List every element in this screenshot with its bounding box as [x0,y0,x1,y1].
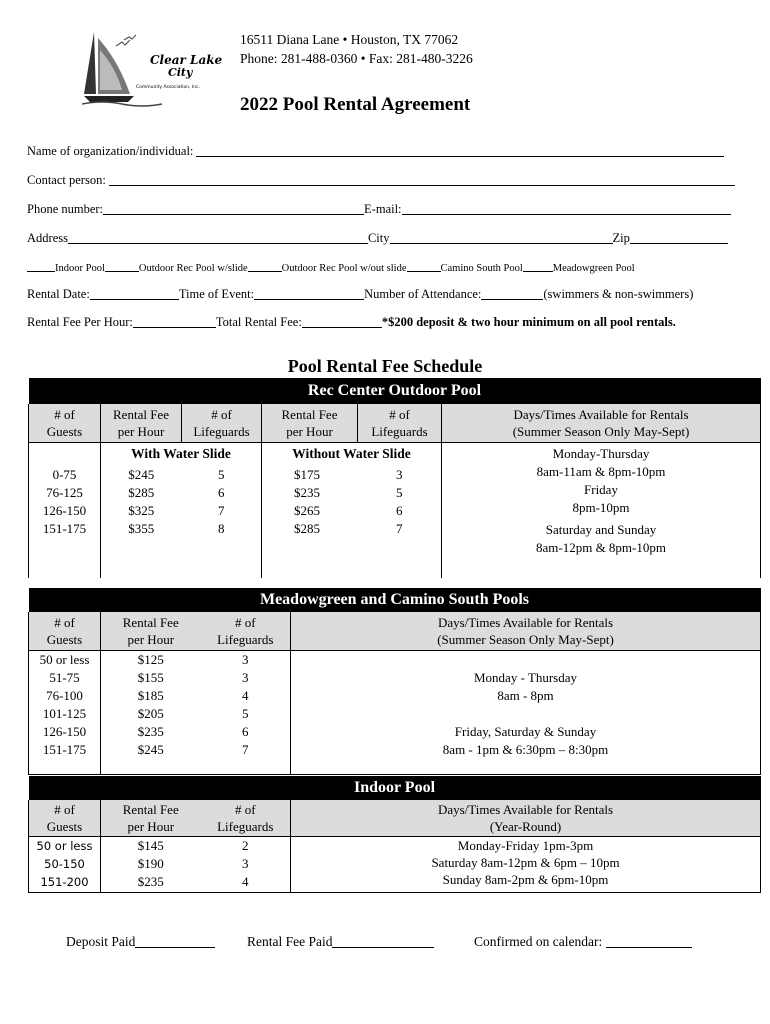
rec-life-slide-col: 5 6 7 8 [182,466,262,578]
address-field[interactable] [68,231,368,244]
address-row [27,231,728,246]
attendance-note: (swimmers & non-swimmers) [543,287,694,301]
org-field[interactable] [196,144,724,157]
rec-h-life-slide: # of Lifeguards [182,404,262,442]
contact-field[interactable] [109,173,735,186]
rec-h-fee-slide: Rental Fee per Hour [101,404,182,442]
total-fee-label: Total Rental Fee: [215,315,302,329]
fee-paid-row [247,934,434,950]
meadowgreen-check[interactable] [523,259,553,272]
meadow-h-days: Days/Times Available for Rentals (Summer Season Only May-Sept) [291,612,761,650]
rec-h-fee-noslide: Rental Fee per Hour [262,404,358,442]
meadowgreen-table [28,588,761,775]
date-row [27,287,693,302]
time-field[interactable] [254,287,364,300]
indoor-pool-label: Indoor Pool [55,263,105,274]
outdoor-slide-check[interactable] [105,259,139,272]
indoor-table [28,776,761,893]
deposit-paid-row [66,934,215,950]
rec-guests-col: 0-75 76-125 126-150 151-175 [29,466,101,578]
indoor-heading: Indoor Pool [29,776,761,800]
attendance-field[interactable] [481,287,543,300]
city-label: City [367,231,390,245]
meadow-fee-col: $125 $155 $185 $205 $235 $245 [101,650,201,774]
meadowgreen-label: Meadowgreen Pool [552,263,635,274]
meadow-guests-col: 50 or less 51-75 76-100 101-125 126-150 151-175 [29,650,101,774]
svg-text:Clear Lake: Clear Lake [150,53,223,67]
indoor-h-life: # of Lifeguards [201,800,291,836]
rec-life-noslide-col: 3 5 6 7 [358,466,442,578]
org-label: Name of organization/individual: [27,144,194,158]
indoor-life-col: 2 3 4 [201,836,291,892]
deposit-note: *$200 deposit & two hour minimum on all pool rentals. [381,315,676,329]
schedule-title: Pool Rental Fee Schedule [287,356,483,376]
rec-h-days: Days/Times Available for Rentals (Summer Season Only May-Sept) [442,404,761,442]
svg-text:City: City [168,66,193,79]
meadow-life-col: 3 3 4 5 6 7 [201,650,291,774]
fee-paid-field[interactable] [332,935,434,948]
indoor-h-fee: Rental Fee per Hour [101,800,201,836]
page-title: 2022 Pool Rental Agreement [240,94,471,115]
meadow-availability: Monday - Thursday 8am - 8pm Friday, Saturday & Sunday 8am - 1pm & 6:30pm – 8:30pm [291,650,761,774]
indoor-pool-check[interactable] [27,259,55,272]
phone-field[interactable] [103,202,364,215]
zip-field[interactable] [630,231,728,244]
address-block [240,30,473,68]
fee-hour-label: Rental Fee Per Hour: [27,315,133,329]
camino-label: Camino South Pool [440,263,523,274]
rec-fee-slide-col: $245 $285 $325 $355 [128,467,155,536]
calendar-field[interactable] [606,935,692,948]
rec-center-table [28,378,761,578]
attendance-label: Number of Attendance: [364,287,482,301]
org-row [27,144,724,159]
meadowgreen-heading: Meadowgreen and Camino South Pools [29,588,761,612]
rec-h-guests: # of Guests [29,404,101,442]
fee-row [27,315,676,330]
pool-options-row [27,259,635,274]
address-line: 16511 Diana Lane • Houston, TX 77062 [240,32,459,47]
indoor-availability: Monday-Friday 1pm-3pm Saturday 8am-12pm & 6pm – 10pm Sunday 8am-2pm & 6pm-10pm [291,836,761,892]
rec-fee-noslide-col: $175 $235 $265 $285 [294,467,320,536]
meadow-h-fee: Rental Fee per Hour [101,612,201,650]
meadow-h-life: # of Lifeguards [201,612,291,650]
with-slide-label: With Water Slide [101,442,262,466]
time-label: Time of Event: [178,287,255,301]
fee-paid-label: Rental Fee Paid [247,934,333,949]
deposit-paid-field[interactable] [135,935,215,948]
calendar-label: Confirmed on calendar: [474,934,603,949]
indoor-h-guests: # of Guests [29,800,101,836]
rental-date-label: Rental Date: [27,287,90,301]
contact-row [27,173,735,188]
fee-hour-field[interactable] [133,315,216,328]
calendar-row [474,934,692,950]
indoor-guests-col: 50 or less 50-150 151-200 [29,836,101,892]
email-field[interactable] [402,202,731,215]
outdoor-slide-label: Outdoor Rec Pool w/slide [138,263,248,274]
total-fee-field[interactable] [302,315,382,328]
indoor-fee-col: $145 $190 $235 [101,836,201,892]
clear-lake-city-logo [82,30,224,108]
phone-fax-line: Phone: 281-488-0360 • Fax: 281-480-3226 [240,51,473,66]
zip-label: Zip [612,231,630,245]
rec-h-life-noslide: # of Lifeguards [358,404,442,442]
email-label: E-mail: [364,202,402,216]
address-label: Address [27,231,68,245]
camino-check[interactable] [407,259,441,272]
contact-label: Contact person: [27,173,106,187]
phone-email-row [27,202,731,217]
deposit-paid-label: Deposit Paid [66,934,136,949]
phone-label: Phone number: [27,202,104,216]
rec-availability: Monday-Thursday 8am-11am & 8pm-10pm Friday 8pm-10pm Saturday and Sunday 8am-12pm & 8pm-10pm [442,442,761,578]
svg-text:Community Association, Inc.: Community Association, Inc. [136,85,201,90]
meadow-h-guests: # of Guests [29,612,101,650]
rec-center-heading: Rec Center Outdoor Pool [29,378,761,404]
outdoor-noslide-check[interactable] [248,259,282,272]
indoor-h-days: Days/Times Available for Rentals (Year-Round) [291,800,761,836]
rental-date-field[interactable] [90,287,179,300]
without-slide-label: Without Water Slide [262,442,442,466]
outdoor-noslide-label: Outdoor Rec Pool w/out slide [281,263,407,274]
city-field[interactable] [390,231,613,244]
